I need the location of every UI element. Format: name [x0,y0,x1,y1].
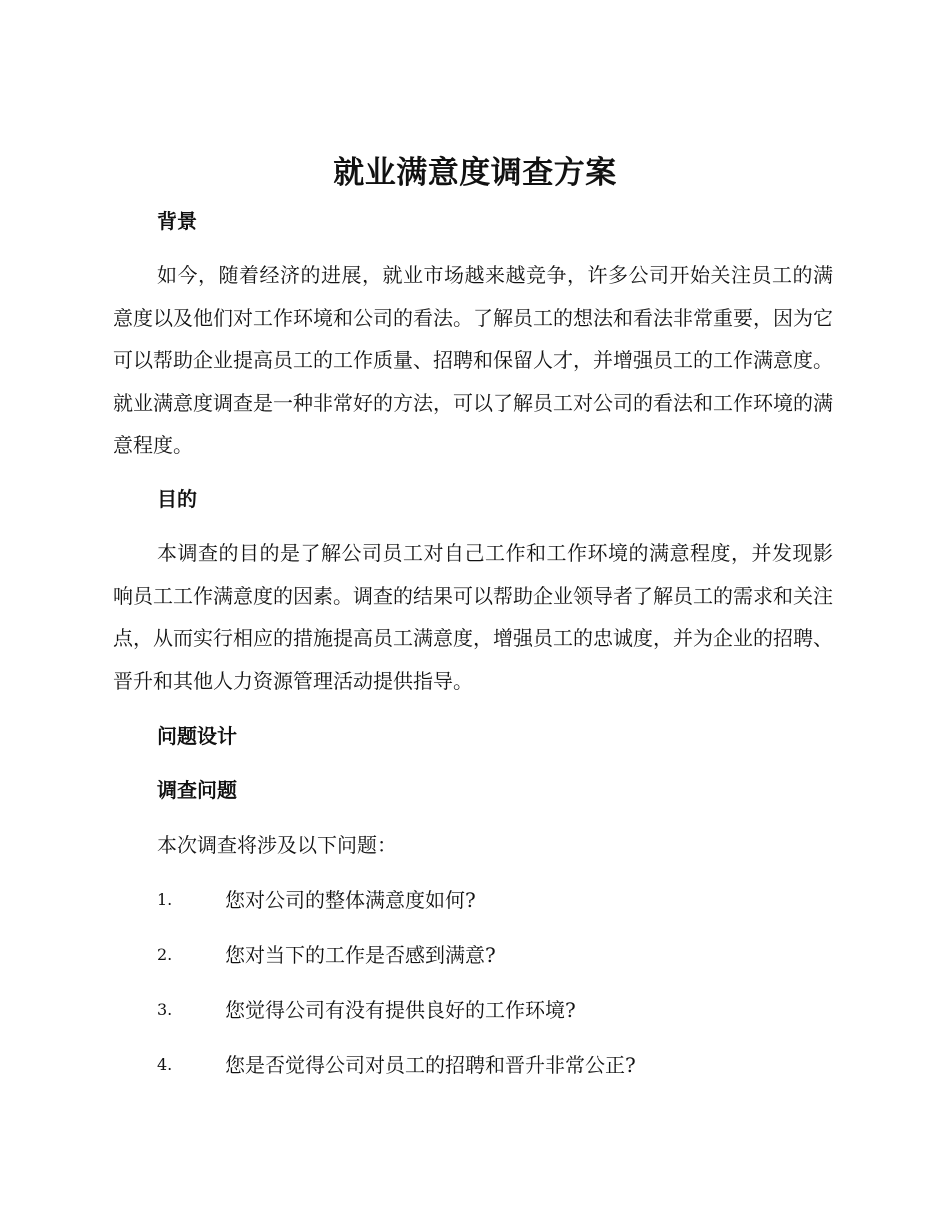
list-item-number: 4. [157,1055,173,1074]
list-item-text: 您觉得公司有没有提供良好的工作环境? [225,998,576,1022]
subheading-survey-questions: 调查问题 [157,778,237,802]
list-item-text: 您是否觉得公司对员工的招聘和晋升非常公正? [225,1053,636,1077]
section-heading-purpose: 目的 [157,487,197,511]
purpose-paragraph: 本调查的目的是了解公司员工对自己工作和工作环境的满意程度，并发现影响员工工作满意度的因素。调查的结果可以帮助企业领导者了解员工的需求和关注点，从而实行相应的措施提高员工满意度，增强员工的忠诚度，并为企业的招聘、晋升和其他人力资源管理活动提供指导。 [113,541,833,693]
list-item-number: 2. [157,945,173,964]
list-item-text: 您对当下的工作是否感到满意? [225,943,496,967]
questions-intro: 本次调查将涉及以下问题： [157,833,397,857]
list-item-number: 1. [157,890,173,909]
section-heading-background: 背景 [157,209,197,233]
document-title: 就业满意度调查方案 [333,155,617,191]
list-item-number: 3. [157,1000,173,1019]
section-heading-question-design: 问题设计 [157,724,237,748]
background-paragraph: 如今，随着经济的进展，就业市场越来越竞争，许多公司开始关注员工的满意度以及他们对工作环境和公司的看法。了解员工的想法和看法非常重要，因为它可以帮助企业提高员工的工作质量、招聘和保留人才，并增强员工的工作满意度。就业满意度调查是一种非常好的方法，可以了解员工对公司的看法和工作环境的满意程度。 [113,263,833,457]
list-item-text: 您对公司的整体满意度如何? [225,888,476,912]
